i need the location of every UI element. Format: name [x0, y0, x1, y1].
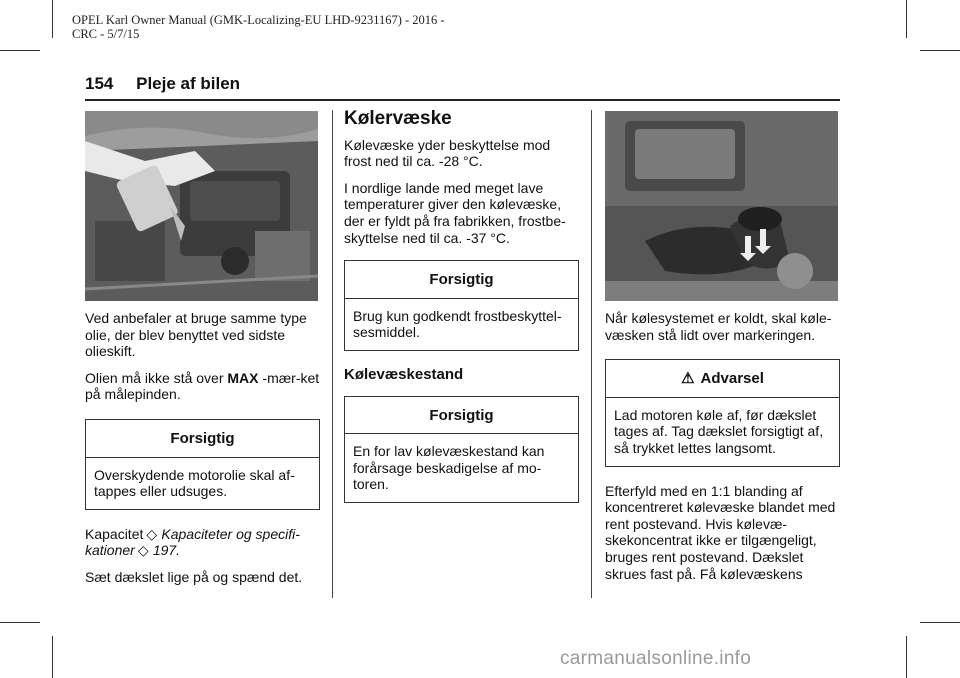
crop-mark: [0, 50, 40, 51]
column-left: [85, 111, 320, 596]
caution-body: En for lav kølevæskestand kan forårsage beskadigelse af mo-toren.: [353, 443, 545, 493]
crop-mark: [906, 636, 907, 678]
caution-box: [344, 260, 579, 351]
text-run: Olien må ikke stå over: [85, 369, 228, 386]
heading-rule: [85, 99, 840, 101]
caution-body: Overskydende motorolie skal af-tappes eller udsuges.: [94, 466, 295, 500]
crop-mark: [52, 0, 53, 38]
reference-arrow-icon: ◇: [146, 525, 158, 542]
header-line: CRC - 5/7/15: [72, 27, 140, 41]
column-middle: [344, 108, 579, 519]
capacity-paragraph: [85, 526, 320, 559]
caution-title: Forsigtig: [345, 261, 578, 299]
engine-oil-fill-photo: [85, 111, 318, 301]
cross-reference-page[interactable]: 197.: [152, 542, 181, 559]
warning-title-row: [606, 360, 839, 398]
subsection-heading: Kølevæskestand: [344, 365, 464, 383]
paragraph: Sæt dækslet lige på og spænd det.: [85, 568, 303, 585]
page-heading: [85, 74, 240, 94]
caution-box: [85, 419, 320, 510]
paragraph: Når kølesystemet er koldt, skal køle-væsken stå lidt over markeringen.: [605, 310, 832, 343]
warning-box: [605, 359, 840, 466]
crop-mark: [920, 50, 960, 51]
paragraph: I nordlige lande med meget lave temperaturer giver den kølevæske, der er fyldt på fra fabrikken, frostbe-skyttelse ned til ca. -37 °C.: [344, 179, 566, 246]
caution-title: Forsigtig: [86, 420, 319, 458]
crop-mark: [906, 0, 907, 38]
page-title: Pleje af bilen: [136, 74, 241, 93]
warning-title: Advarsel: [700, 370, 764, 388]
warning-body: Lad motoren køle af, før dækslet tages af. Tag dækslet forsigtigt af, så trykket lettes langsomt.: [614, 406, 824, 456]
text-run: Kapacitet: [85, 525, 144, 542]
paragraph: Efterfyld med en 1:1 blanding af koncentreret kølevæske blandet med rent postevand. Hvis kølevæ-skekoncentrat ikke er tilgængeligt, bruges rent postevand. Dækslet skrues fast på. Få kølevæskens: [605, 482, 836, 582]
watermark: carmanualsonline.info: [560, 648, 752, 669]
text-run: -mær-ket på målepinden.: [85, 369, 320, 403]
cross-reference-link[interactable]: Kapaciteter og specifi-kationer: [85, 525, 300, 559]
column-divider: [332, 110, 333, 598]
column-right: [605, 111, 840, 592]
caution-box: [344, 396, 579, 503]
coolant-reservoir-photo: [605, 111, 838, 301]
header-line: OPEL Karl Owner Manual (GMK-Localizing-EU LHD-9231167) - 2016 -: [72, 13, 445, 27]
crop-mark: [52, 636, 53, 678]
section-heading: Kølervæske: [344, 108, 452, 129]
column-divider: [591, 110, 592, 598]
crop-mark: [920, 622, 960, 623]
max-mark-label: MAX: [227, 369, 259, 386]
reference-arrow-icon: ◇: [137, 542, 149, 559]
document-header: [72, 13, 445, 41]
paragraph: Ved anbefaler at bruge samme type olie, der blev benyttet ved sidste olieskift.: [85, 310, 307, 360]
paragraph: [85, 370, 320, 403]
caution-title: Forsigtig: [345, 397, 578, 435]
warning-triangle-icon: ⚠: [681, 370, 695, 388]
caution-body: Brug kun godkendt frostbeskyttel-sesmiddel.: [353, 307, 562, 341]
crop-mark: [0, 622, 40, 623]
paragraph: Kølevæske yder beskyttelse mod frost ned til ca. -28 °C.: [344, 136, 551, 170]
page-number: 154: [85, 74, 114, 93]
